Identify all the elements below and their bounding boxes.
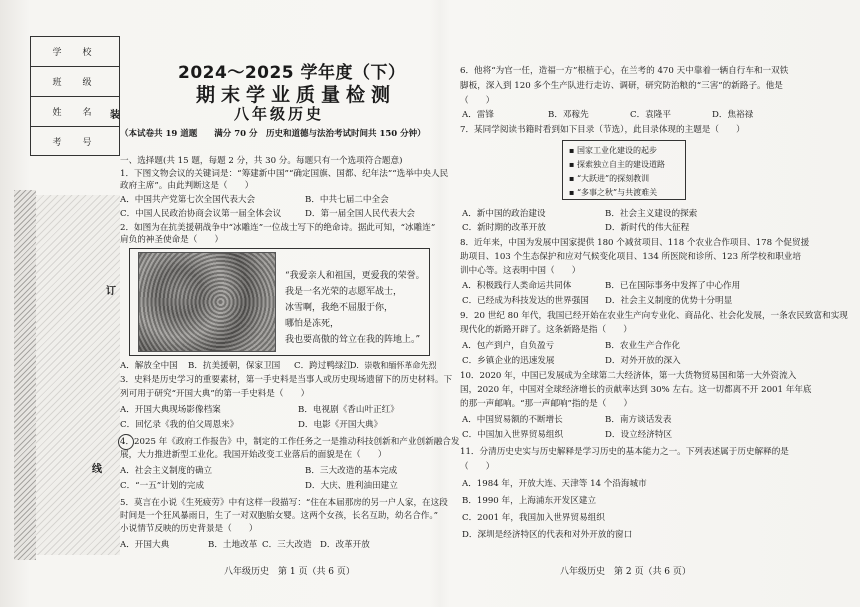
q4-line2: 展，大力推进新型工业化。我国开始改变工业落后的面貌是在（ ） (120, 450, 387, 460)
q2-poem (285, 268, 425, 348)
q2-option-a: A．解放全中国 (120, 361, 178, 371)
q8-option-d: D．社会主义制度的优势十分明显 (605, 296, 733, 306)
q3-option-c: C．回忆录《我的伯父周恩来》 (120, 420, 239, 430)
q1-line2: 政府主席”。由此判断这是（ ） (120, 181, 254, 191)
q2-option-c: C．跨过鸭绿江 (294, 361, 353, 371)
q7-option-c: C．新时期的改革开放 (462, 223, 546, 233)
q9-option-d: D．对外开放的深入 (605, 356, 681, 366)
section-heading: 一、选择题(共 15 题，每题 2 分，共 30 分。每题只有一个选项符合题意) (120, 156, 403, 166)
q8-option-a: A．积极践行人类命运共同体 (462, 281, 572, 291)
q10-option-a: A．中国贸易额的不断增长 (462, 415, 563, 425)
q5-option-a: A．开国大典 (120, 540, 170, 550)
q6-line1: 6．他将“为官一任，造福一方”根植于心，在兰考的 470 天中靠着一辆自行车和一双铁 (460, 66, 789, 76)
school-label: 学 校 (31, 37, 119, 67)
q10-option-b: B．南方谈话发表 (605, 415, 672, 425)
q6-line2: 脚板，深入到 120 多个生产队进行走访、调研，研究防治粮的“三害”的新路子。他是 (460, 81, 783, 91)
binding-mark-xian: 线 (92, 464, 102, 475)
outline-item: ▪ 国家工业化建设的起步 (569, 146, 657, 155)
q8-option-b: B．已在国际事务中发挥了中心作用 (605, 281, 741, 291)
exam-title: 期末学业质量检测 (196, 84, 397, 106)
binding-hatch (14, 190, 36, 560)
q4-line1: 4．2025 年《政府工作报告》中，制定的工作任务之一是推动科技创新和产业创新融合发 (120, 437, 460, 447)
q8-line3: 训中心等。这表明中国（ ） (460, 266, 581, 276)
q9-option-b: B．农业生产合作化 (605, 341, 681, 351)
class-label: 班 级 (31, 67, 119, 97)
q8-line2: 助项目、103 个生态保护和应对气候变化项目、134 所医院和诊所、123 所学校和职业培 (460, 252, 801, 262)
q11-line2: （ ） (460, 462, 495, 472)
q4-option-d: D．大庆、胜利油田建立 (305, 481, 398, 491)
q5-option-b: B．土地改革 (208, 540, 258, 550)
q11-option-a: A．1984 年，开放大连、天津等 14 个沿海城市 (462, 479, 647, 489)
q10-option-c: C．中国加入世界贸易组织 (462, 430, 564, 440)
outline-item: ▪ “多事之秋”与共渡难关 (569, 188, 658, 197)
poem-line: 冰雪啊，我绝不屈服于你， (285, 303, 394, 313)
exam-subject: 八年级历史 (234, 105, 325, 123)
q10-option-d: D．设立经济特区 (605, 430, 673, 440)
q3-line2: 列可用于研究“开国大典”的第一手史料是（ ） (120, 389, 310, 399)
soldier-photo (138, 252, 276, 352)
name-label: 姓 名 (31, 97, 119, 127)
q7-option-a: A．新中国的政治建设 (462, 209, 546, 219)
q9-line1: 9．20 世纪 80 年代，我国已经开始在农业生产向专业化、商品化、社会化发展，一条农民致富和实现 (460, 311, 848, 321)
binding-hatch-light (36, 195, 120, 555)
q1-option-c: C．中国人民政治协商会议第一届全体会议 (120, 209, 282, 219)
q5-line1: 5．莫言在小说《生死疲劳》中有这样一段描写：“住在本届那房的另一户人家，在这段 (120, 498, 448, 508)
q3-option-b: B．电视剧《香山叶正红》 (298, 405, 399, 415)
q5-line3: 小说情节反映的历史背景是（ ） (120, 524, 258, 534)
outline-item: ▪ 探索独立自主的建设道路 (569, 160, 665, 169)
q8-option-c: C．已经成为科技发达的世界强国 (462, 296, 589, 306)
q10-line3: 的那一声邮响。“那一声邮响”指的是（ ） (460, 399, 633, 409)
q8-line1: 8．近年来，中国为发展中国家提供 180 个减贫项目、118 个农业合作项目、178 个促贸援 (460, 238, 810, 248)
q5-line2: 时间是一个狂风暴雨日，生了一对双胞胎女婴。这两个女孩，长名互助，幼名合作。” (120, 511, 439, 521)
exam-year: 2024～2025 学年度（下） (178, 63, 406, 83)
student-info-table (30, 36, 120, 156)
q2-line1: 2．如图为在抗美援朝战争中“冰雕连”一位战士写下的绝命诗。据此可知，“冰雕连” (120, 223, 436, 233)
q4-option-a: A．社会主义制度的确立 (120, 466, 213, 476)
page-footer-right: 八年级历史 第 2 页（共 6 页） (560, 567, 691, 577)
q4-option-c: C．“一五”计划的完成 (120, 481, 205, 491)
poem-line: “我爱亲人和祖国，更爱我的荣誉。 (285, 271, 425, 281)
q9-option-a: A．包产到户，自负盈亏 (462, 341, 555, 351)
book-outline-box (562, 140, 686, 200)
q5-option-d: D．改革开放 (320, 540, 370, 550)
q4-option-b: B．三大改造的基本完成 (305, 466, 398, 476)
outline-item: ▪ “大跃进”的探刻教训 (569, 174, 650, 183)
q7-option-d: D．新时代的伟大征程 (605, 223, 690, 233)
q10-line1: 10．2020 年，中国已发展成为全球第二大经济体，第一大货物贸易国和第一大外资流入 (460, 371, 797, 381)
q2-option-b: B．抗美援朝，保家卫国 (188, 361, 281, 371)
q6-option-c: C．袁隆平 (630, 110, 671, 120)
q7-option-b: B．社会主义建设的探索 (605, 209, 698, 219)
q6-line3: （ ） (460, 96, 495, 106)
q2-option-d: D．崇敬和缅怀革命先烈 (350, 361, 437, 370)
q1-option-a: A．中国共产党第七次全国代表大会 (120, 195, 256, 205)
binding-mark-ding: 订 (106, 286, 116, 297)
q7-stem: 7．某同学阅读书籍时看到如下目录（节选），此目录体现的主题是（ ） (460, 125, 745, 135)
q6-option-a: A．雷锋 (462, 110, 494, 120)
q5-option-c: C．三大改造 (262, 540, 312, 550)
poem-line: 哪怕是冻死， (285, 319, 340, 329)
q1-option-b: B．中共七届二中全会 (305, 195, 389, 205)
q3-option-a: A．开国大典现场影像档案 (120, 405, 221, 415)
q9-line2: 现代化的新路开辟了。这条新路是指（ ） (460, 325, 632, 335)
q11-option-b: B．1990 年，上海浦东开发区建立 (462, 496, 597, 506)
page-footer-left: 八年级历史 第 1 页（共 6 页） (224, 567, 355, 577)
q9-option-c: C．乡镇企业的迅速发展 (462, 356, 555, 366)
q11-line1: 11．分清历史史实与历史解释是学习历史的基本能力之一。下列表述属于历史解释的是 (460, 447, 789, 457)
q3-option-d: D．电影《开国大典》 (298, 420, 383, 430)
q1-line1: 1．下图文物会议的关键词是：“筹建新中国”“确定国旗、国都、纪年法”“选举中央人民 (120, 169, 449, 179)
q6-option-d: D．焦裕禄 (712, 110, 754, 120)
poem-line: 我是一名光荣的志愿军战士， (285, 287, 403, 297)
q1-option-d: D．第一届全国人民代表大会 (305, 209, 416, 219)
q6-option-b: B．邓稼先 (548, 110, 589, 120)
exam-number-label: 考 号 (52, 138, 98, 148)
poem-line: 我也要高傲的耸立在我的阵地上。” (285, 335, 421, 345)
q11-option-d: D．深圳是经济特区的代表和对外开放的窗口 (462, 530, 633, 540)
q3-line1: 3．史料是历史学习的重要素材，第一手史料是当事人或历史现场遗留下的历史材料。下 (120, 375, 453, 385)
q10-line2: 国，2020 年，中国对全球经济增长的贡献率达到 30% 左右。这一切都离不开 2001 年年底 (460, 385, 812, 395)
q2-line2: 肩负的神圣使命是（ ） (120, 235, 224, 245)
binding-mark-zhuang: 装 (110, 110, 120, 121)
exam-info: （本试卷共 19 道题 满分 70 分 历史和道德与法治考试时间共 150 分钟） (120, 129, 426, 139)
q11-option-c: C．2001 年，我国加入世界贸易组织 (462, 513, 605, 523)
